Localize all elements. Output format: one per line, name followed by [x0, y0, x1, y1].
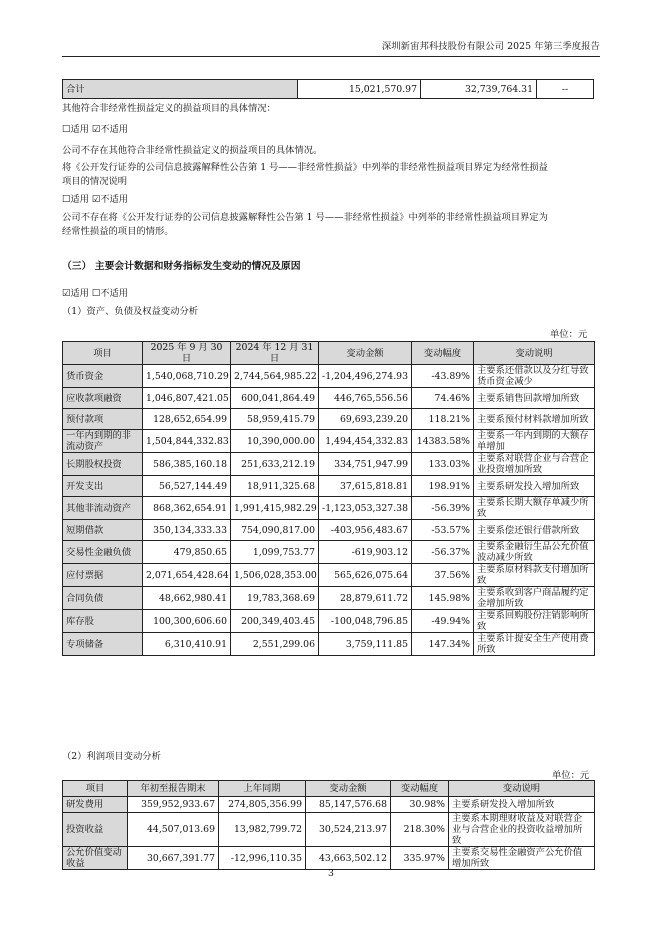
profit-value-current-cell: 359,952,933.67 [128, 797, 219, 813]
balance-change-percent-cell: -53.57% [412, 520, 474, 541]
total-ytd: 32,739,764.31 [421, 80, 537, 99]
header-divider [62, 56, 600, 57]
balance-value-prior-cell: 2,551,299.06 [231, 633, 319, 656]
paragraph-reclassify-line2: 项目的情况说明 [62, 176, 128, 187]
subsection-balance-title: （1）资产、负债及权益变动分析 [62, 306, 199, 317]
unit-label-balance: 单位：元 [550, 329, 588, 340]
balance-value-prior-cell: 754,090,817.00 [231, 520, 319, 541]
profit-header-cell: 变动幅度 [391, 781, 449, 797]
profit-change-amount-cell: 85,147,576.68 [306, 797, 391, 813]
balance-value-prior-cell: 1,506,028,353.00 [231, 564, 319, 587]
balance-change-percent-cell: 118.21% [412, 409, 474, 430]
balance-row [63, 520, 595, 541]
balance-change-amount-cell: 37,615,818.81 [319, 476, 412, 497]
balance-value-current-cell: 2,071,654,428.64 [143, 564, 231, 587]
balance-value-prior-cell: 58,959,415.79 [231, 409, 319, 430]
balance-header-cell: 2025 年 9 月 30 日 [143, 342, 231, 365]
balance-change-amount-cell: -1,204,496,274.93 [319, 365, 412, 388]
applicable-checkbox-3: ☑适用 ☐不适用 [62, 288, 129, 299]
profit-header-cell: 变动说明 [449, 781, 595, 797]
balance-item-cell: 交易性金融负债 [63, 541, 143, 564]
balance-row [63, 365, 595, 388]
balance-header-cell: 2024 年 12 月 31 日 [231, 342, 319, 365]
balance-item-cell: 其他非流动资产 [63, 497, 143, 520]
balance-value-current-cell: 1,504,844,332.83 [143, 430, 231, 453]
balance-change-reason-cell: 主要系还借款以及分红导致货币资金减少 [474, 365, 595, 388]
unit-label-profit: 单位：元 [552, 770, 590, 781]
balance-change-amount-cell: -619,903.12 [319, 541, 412, 564]
balance-item-cell: 开发支出 [63, 476, 143, 497]
balance-value-current-cell: 100,300,606.60 [143, 610, 231, 633]
balance-header-cell: 项目 [63, 342, 143, 365]
profit-change-percent-cell: 218.30% [391, 813, 449, 847]
profit-value-prior-cell: -12,996,110.35 [219, 847, 306, 870]
balance-value-current-cell: 56,527,144.49 [143, 476, 231, 497]
balance-value-current-cell: 586,385,160.18 [143, 453, 231, 476]
total-label: 合计 [63, 80, 298, 99]
balance-value-current-cell: 1,046,807,421.05 [143, 388, 231, 409]
balance-row [63, 541, 595, 564]
balance-value-prior-cell: 2,744,564,985.22 [231, 365, 319, 388]
balance-row [63, 564, 595, 587]
balance-item-cell: 短期借款 [63, 520, 143, 541]
balance-header-cell: 变动幅度 [412, 342, 474, 365]
balance-value-current-cell: 479,850.65 [143, 541, 231, 564]
profit-header-cell: 项目 [63, 781, 128, 797]
balance-change-percent-cell: -43.89% [412, 365, 474, 388]
balance-value-current-cell: 128,652,654.99 [143, 409, 231, 430]
applicable-checkbox-2: ☐适用 ☑不适用 [62, 194, 129, 205]
paragraph-reclassify-line1: 将《公开发行证券的公司信息披露解释性公告第 1 号——非经常性损益》中列举的非经常性损益项目界定为经常性损益 [62, 162, 548, 173]
page-number: 3 [328, 868, 334, 879]
profit-row [63, 797, 595, 813]
balance-item-cell: 应付票据 [63, 564, 143, 587]
profit-row [63, 813, 595, 847]
balance-value-current-cell: 868,362,654.91 [143, 497, 231, 520]
balance-value-prior-cell: 600,041,864.49 [231, 388, 319, 409]
profit-header-cell: 变动金额 [306, 781, 391, 797]
profit-header-cell: 年初至报告期末 [128, 781, 219, 797]
balance-item-cell: 专项储备 [63, 633, 143, 656]
balance-row [63, 409, 595, 430]
paragraph-no-other-items: 公司不存在其他符合非经常性损益定义的损益项目的具体情况。 [62, 145, 323, 156]
balance-change-reason-cell: 主要系一年内到期的大额存单增加 [474, 430, 595, 453]
paragraph-no-reclassify-line1: 公司不存在将《公开发行证券的公司信息披露解释性公告第 1 号——非经常性损益》中列举的非经常性损益项目界定为 [62, 212, 548, 223]
balance-change-percent-cell: 147.34% [412, 633, 474, 656]
balance-value-prior-cell: 1,099,753.77 [231, 541, 319, 564]
balance-value-prior-cell: 19,783,368.69 [231, 587, 319, 610]
balance-change-reason-cell: 主要系销售回款增加所致 [474, 388, 595, 409]
balance-row [63, 633, 595, 656]
balance-change-amount-cell: 3,759,111.85 [319, 633, 412, 656]
balance-item-cell: 预付款项 [63, 409, 143, 430]
profit-value-prior-cell: 13,982,799.72 [219, 813, 306, 847]
profit-header-row [63, 781, 595, 797]
balance-header-cell: 变动说明 [474, 342, 595, 365]
balance-change-percent-cell: 133.03% [412, 453, 474, 476]
applicable-checkbox-1: ☐适用 ☑不适用 [62, 124, 129, 135]
balance-change-table [62, 341, 595, 656]
balance-item-cell: 长期股权投资 [63, 453, 143, 476]
profit-change-percent-cell: 30.98% [391, 797, 449, 813]
balance-item-cell: 一年内到期的非流动资产 [63, 430, 143, 453]
balance-value-prior-cell: 1,991,415,982.29 [231, 497, 319, 520]
balance-value-current-cell: 6,310,410.91 [143, 633, 231, 656]
profit-change-amount-cell: 30,524,213.97 [306, 813, 391, 847]
balance-item-cell: 应收款项融资 [63, 388, 143, 409]
balance-value-current-cell: 1,540,068,710.29 [143, 365, 231, 388]
balance-value-prior-cell: 18,911,325.68 [231, 476, 319, 497]
balance-row [63, 610, 595, 633]
balance-row [63, 497, 595, 520]
balance-change-percent-cell: 14383.58% [412, 430, 474, 453]
profit-header-cell: 上年同期 [219, 781, 306, 797]
balance-change-percent-cell: -56.39% [412, 497, 474, 520]
balance-change-amount-cell: -1,123,053,327.38 [319, 497, 412, 520]
balance-change-percent-cell: 37.56% [412, 564, 474, 587]
profit-value-current-cell: 44,507,013.69 [128, 813, 219, 847]
balance-header-row [63, 342, 595, 365]
balance-row [63, 476, 595, 497]
balance-row [63, 430, 595, 453]
balance-item-cell: 库存股 [63, 610, 143, 633]
profit-item-cell: 研发费用 [63, 797, 128, 813]
balance-change-reason-cell: 主要系收到客户商品履约定金增加所致 [474, 587, 595, 610]
profit-value-prior-cell: 274,805,356.99 [219, 797, 306, 813]
page-header-title: 深圳新宙邦科技股份有限公司 2025 年第三季度报告 [381, 41, 600, 52]
balance-change-reason-cell: 主要系计提安全生产使用费所致 [474, 633, 595, 656]
profit-item-cell: 公允价值变动收益 [63, 847, 128, 870]
balance-change-percent-cell: 198.91% [412, 476, 474, 497]
balance-header-cell: 变动金额 [319, 342, 412, 365]
balance-change-reason-cell: 主要系预付材料款增加所致 [474, 409, 595, 430]
balance-value-current-cell: 48,662,980.41 [143, 587, 231, 610]
section-title: （三） 主要会计数据和财务指标发生变动的情况及原因 [62, 261, 301, 272]
balance-change-reason-cell: 主要系长期大额存单减少所致 [474, 497, 595, 520]
paragraph-no-reclassify-line2: 经常性损益的项目的情形。 [62, 226, 174, 237]
profit-row [63, 847, 595, 870]
balance-change-amount-cell: -403,956,483.67 [319, 520, 412, 541]
balance-row [63, 388, 595, 409]
total-current: 15,021,570.97 [298, 80, 421, 99]
balance-change-reason-cell: 主要系原材料款支付增加所致 [474, 564, 595, 587]
balance-change-reason-cell: 主要系金融衍生品公允价值波动减少所致 [474, 541, 595, 564]
balance-change-amount-cell: 446,765,556.56 [319, 388, 412, 409]
profit-change-percent-cell: 335.97% [391, 847, 449, 870]
subsection-profit-title: （2）利润项目变动分析 [62, 751, 161, 762]
profit-change-table [62, 780, 595, 870]
balance-change-reason-cell: 主要系对联营企业与合营企业投资增加所致 [474, 453, 595, 476]
balance-change-percent-cell: 145.98% [412, 587, 474, 610]
total-extra: -- [537, 80, 594, 99]
balance-change-amount-cell: 28,879,611.72 [319, 587, 412, 610]
balance-item-cell: 合同负债 [63, 587, 143, 610]
profit-change-reason-cell: 主要系交易性金融资产公允价值增加所致 [449, 847, 595, 870]
balance-change-percent-cell: 74.46% [412, 388, 474, 409]
profit-change-reason-cell: 主要系本期理财收益及对联营企业与合营企业的投资收益增加所致 [449, 813, 595, 847]
balance-change-amount-cell: 69,693,239.20 [319, 409, 412, 430]
balance-change-reason-cell: 主要系回购股份注销影响所致 [474, 610, 595, 633]
balance-change-amount-cell: 334,751,947.99 [319, 453, 412, 476]
balance-value-prior-cell: 200,349,403.45 [231, 610, 319, 633]
total-row [63, 80, 594, 99]
profit-item-cell: 投资收益 [63, 813, 128, 847]
profit-value-current-cell: 30,667,391.77 [128, 847, 219, 870]
balance-change-amount-cell: -100,048,796.85 [319, 610, 412, 633]
balance-change-amount-cell: 1,494,454,332.83 [319, 430, 412, 453]
profit-change-reason-cell: 主要系研发投入增加所致 [449, 797, 595, 813]
balance-row [63, 453, 595, 476]
total-table [62, 79, 594, 99]
balance-row [63, 587, 595, 610]
balance-change-percent-cell: -56.37% [412, 541, 474, 564]
balance-change-reason-cell: 主要系研发投入增加所致 [474, 476, 595, 497]
balance-value-prior-cell: 251,633,212.19 [231, 453, 319, 476]
balance-value-prior-cell: 10,390,000.00 [231, 430, 319, 453]
profit-change-amount-cell: 43,663,502.12 [306, 847, 391, 870]
balance-change-percent-cell: -49.94% [412, 610, 474, 633]
balance-item-cell: 货币资金 [63, 365, 143, 388]
balance-change-amount-cell: 565,626,075.64 [319, 564, 412, 587]
balance-value-current-cell: 350,134,333.33 [143, 520, 231, 541]
balance-change-reason-cell: 主要系偿还银行借款所致 [474, 520, 595, 541]
paragraph-other-items: 其他符合非经常性损益定义的损益项目的具体情况： [62, 103, 276, 114]
